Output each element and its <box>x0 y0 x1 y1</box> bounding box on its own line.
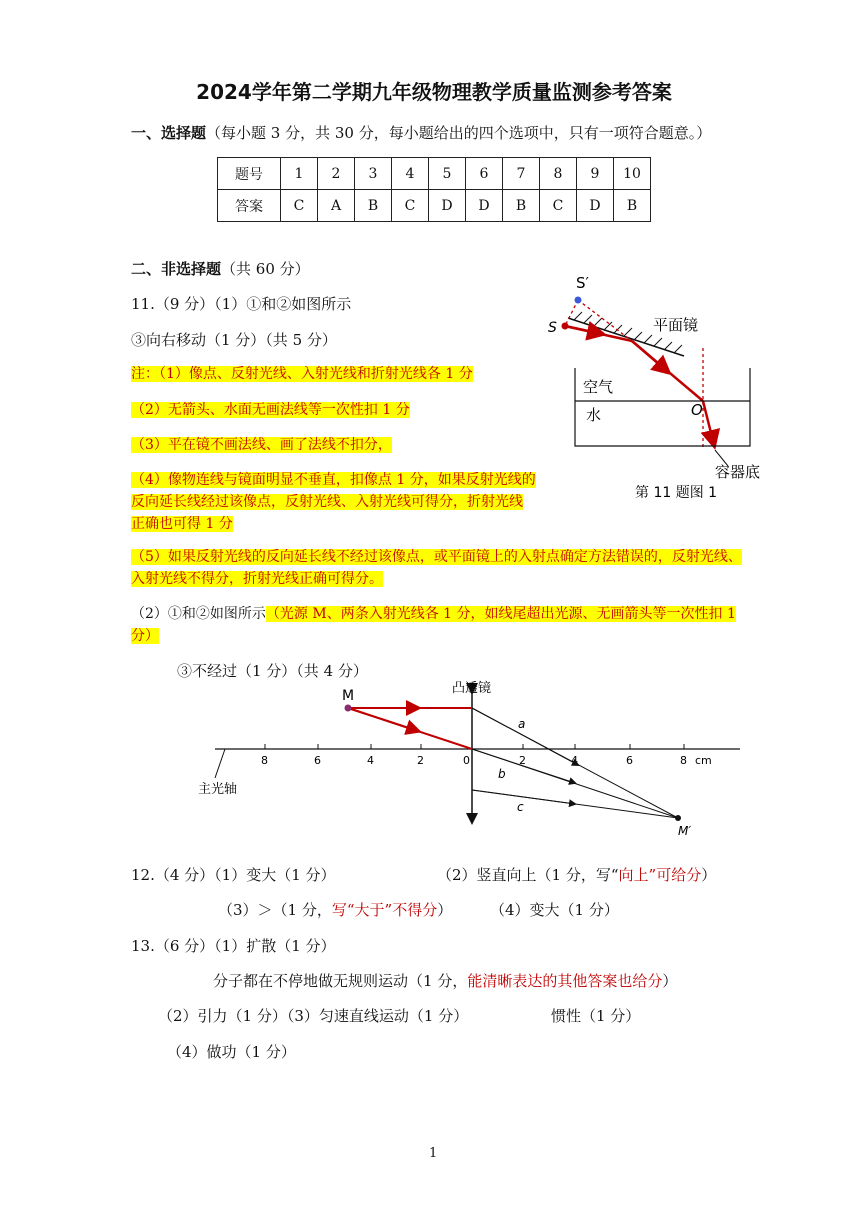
source-m-point <box>345 705 352 712</box>
table-cell: C <box>392 190 429 222</box>
tick-label: 2 <box>417 754 424 767</box>
tick-label: 4 <box>367 754 374 767</box>
source-point <box>562 323 569 330</box>
q12-part3-b: 写“大于”不得分 <box>331 901 438 919</box>
table-cell: D <box>577 190 614 222</box>
q11-line1: 11.（9 分）（1）①和②如图所示 <box>131 295 352 313</box>
answer-table <box>217 157 651 222</box>
section1-heading-line <box>131 122 711 143</box>
note-text: （5）如果反射光线的反向延长线不经过该像点，或平面镜上的入射点确定方法错误的，反射光线、入射光线不得分，折射光线正确可得分。 <box>131 549 742 587</box>
q12-part3-c: ） <box>437 901 453 919</box>
table-cell: 2 <box>318 158 355 190</box>
note-text: （2）无箭头、水面无画法线等一次性扣 1 分 <box>131 402 410 418</box>
tick-label: 8 <box>680 754 687 767</box>
red-ray-center-arrow <box>348 708 418 731</box>
q11-note-1 <box>131 363 531 385</box>
axis-ticks <box>265 744 684 749</box>
table-cell: 9 <box>577 158 614 190</box>
q12-part2-b: 向上”可给分 <box>618 866 702 884</box>
q11-note-3 <box>131 434 531 456</box>
table-cell: B <box>503 190 540 222</box>
q11-part2-prefix: （2）①和②如图所示 <box>131 606 266 622</box>
q12-part4: （4）变大（1 分） <box>490 901 619 919</box>
tick-label: 2 <box>519 754 526 767</box>
q11-part2 <box>131 603 751 647</box>
unit-label: cm <box>695 754 712 767</box>
axis-leader <box>215 749 225 778</box>
section1-heading: 一、选择题 <box>131 124 207 142</box>
q11-part3: ③不经过（1 分）（共 4 分） <box>177 662 368 680</box>
table-cell: D <box>466 190 503 222</box>
section2-heading: 二、非选择题 <box>131 260 222 278</box>
table-cell: D <box>429 190 466 222</box>
air-label: 空气 <box>583 378 614 396</box>
m-label: M <box>342 688 355 704</box>
q11-line2: ③向右移动（1 分）（共 5 分） <box>131 331 337 349</box>
note-text: 注：（1）像点、反射光线、入射光线和折射光线各 1 分 <box>131 366 473 382</box>
table-cell: 3 <box>355 158 392 190</box>
table-cell: 4 <box>392 158 429 190</box>
lens-label: 凸透镜 <box>452 681 492 696</box>
table-cell: 8 <box>540 158 577 190</box>
refracted-ray <box>703 401 714 445</box>
table-cell: 5 <box>429 158 466 190</box>
q13-part1b <box>213 970 677 991</box>
q12-part3 <box>218 899 452 920</box>
table-cell: 7 <box>503 158 540 190</box>
bottom-label: 容器底 <box>715 463 761 481</box>
q12-part2 <box>437 864 716 885</box>
table-cell: C <box>281 190 318 222</box>
note-text: （4）像物连线与镜面明显不垂直，扣像点 1 分，如果反射光线的反向延长线经过该像点，反射光线、入射光线可得分，折射光线正确也可得 1 分 <box>131 472 536 532</box>
o-label: O <box>691 401 703 419</box>
table-cell: C <box>540 190 577 222</box>
row-label-answer: 答案 <box>218 190 281 222</box>
q11-note-4 <box>131 469 536 535</box>
q12-part3-a: （3）＞（1 分， <box>218 901 332 919</box>
tick-labels <box>261 754 712 767</box>
q12-part1: 12.（4 分）（1）变大（1 分） <box>131 866 336 884</box>
table-cell: B <box>614 190 651 222</box>
q13-part1b-b: 能清晰表达的其他答案也给分 <box>467 972 663 990</box>
q13-part2: （2）引力（1 分）（3）匀速直线运动（1 分） <box>158 1007 469 1025</box>
tick-label: 6 <box>626 754 633 767</box>
ray-b-label: b <box>498 767 506 781</box>
m-prime-label: M′ <box>678 824 692 838</box>
image-point <box>575 297 582 304</box>
page-title: 2024学年第二学期九年级物理教学质量监测参考答案 <box>196 80 672 104</box>
table-cell: 6 <box>466 158 503 190</box>
q13-part1b-a: 分子都在不停地做无规则运动（1 分， <box>213 972 468 990</box>
note-text: （3）平在镜不画法线、画了法线不扣分， <box>131 437 392 453</box>
figure-caption: 第 11 题图 1 <box>635 485 718 501</box>
tick-label: 4 <box>571 754 578 767</box>
row-label-number: 题号 <box>218 158 281 190</box>
tick-label: 6 <box>314 754 321 767</box>
page-number: 1 <box>429 1146 438 1161</box>
table-cell: 10 <box>614 158 651 190</box>
water-label: 水 <box>586 406 602 424</box>
q12-part2-a: （2）竖直向上（1 分，写“ <box>437 866 619 884</box>
s-prime-label: S′ <box>576 274 589 292</box>
ray-a-label: a <box>518 717 526 731</box>
tick-label: 0 <box>463 754 470 767</box>
figure-11-1 <box>540 268 770 508</box>
table-row-numbers <box>218 158 651 190</box>
object-image-line <box>565 300 578 326</box>
q11-note-5 <box>131 546 751 590</box>
q11-note-2 <box>131 399 531 421</box>
axis-label: 主光轴 <box>198 782 238 797</box>
q11-part2-note: （光源 M、两条入射光线各 1 分，如线尾超出光源、无画箭头等一次性扣 1 分） <box>131 606 736 644</box>
section1-note: （每小题 3 分，共 30 分，每小题给出的四个选项中，只有一项符合题意。） <box>206 124 712 142</box>
table-row-answers <box>218 190 651 222</box>
tick-label: 8 <box>261 754 268 767</box>
s-label: S <box>548 320 557 336</box>
q13-part1b-c: ） <box>662 972 678 990</box>
table-cell: A <box>318 190 355 222</box>
mirror-label: 平面镜 <box>653 316 699 334</box>
q12-part2-c: ） <box>701 866 717 884</box>
q13-part1: 13.（6 分）（1）扩散（1 分） <box>131 937 336 955</box>
ray-c-label: c <box>517 800 524 814</box>
q13-part2b: 惯性（1 分） <box>551 1007 641 1025</box>
figure-11-2 <box>190 680 750 850</box>
table-cell: B <box>355 190 392 222</box>
table-cell: 1 <box>281 158 318 190</box>
section2-heading-line <box>131 258 310 279</box>
q13-part4: （4）做功（1 分） <box>167 1043 296 1061</box>
image-m-prime-point <box>675 815 681 821</box>
section2-note: （共 60 分） <box>221 260 310 278</box>
